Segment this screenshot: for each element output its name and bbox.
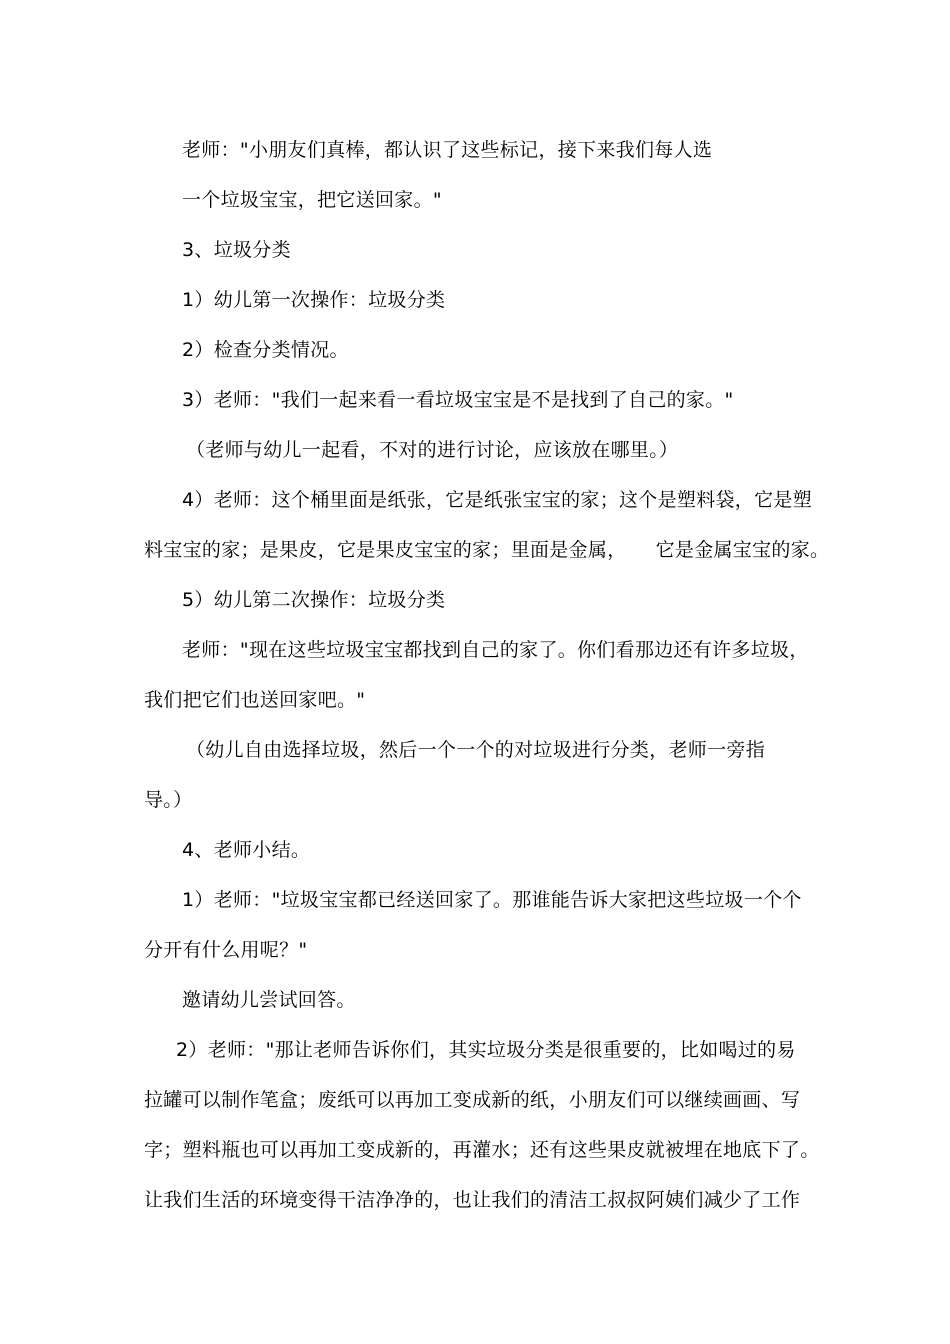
step-line: 2）检查分类情况。 [182,339,349,361]
step-line: 2）老师："那让老师告诉你们，其实垃圾分类是很重要的，比如喝过的易 [176,1039,796,1061]
step-line: 1）幼儿第一次操作：垃圾分类 [182,289,446,311]
step-line: 4）老师：这个桶里面是纸张，它是纸张宝宝的家；这个是塑料袋，它是塑 [182,489,812,511]
paragraph-line: 我们把它们也送回家吧。" [144,689,366,711]
paragraph-line: 字；塑料瓶也可以再加工变成新的，再灌水；还有这些果皮就被埋在地底下了。 [144,1139,820,1161]
dialogue-line: 老师："小朋友们真棒，都认识了这些标记，接下来我们每人选 [182,139,713,161]
dialogue-line: 老师："现在这些垃圾宝宝都找到自己的家了。你们看那边还有许多垃圾， [182,639,809,661]
paragraph-line: 拉罐可以制作笔盒；废纸可以再加工变成新的纸，小朋友们可以继续画画、写 [144,1089,801,1111]
note-line: （幼儿自由选择垃圾，然后一个一个的对垃圾进行分类，老师一旁指 [186,739,766,761]
dialogue-line: 一个垃圾宝宝，把它送回家。" [182,189,442,211]
paragraph-line: 料宝宝的家；是果皮，它是果皮宝宝的家；里面是金属， 它是金属宝宝的家。 [144,539,830,561]
note-line: （老师与幼儿一起看，不对的进行讨论，应该放在哪里。） [186,439,679,461]
step-line: 邀请幼儿尝试回答。 [182,989,356,1011]
section-heading: 4、老师小结。 [182,839,311,861]
step-line: 3）老师："我们一起来看一看垃圾宝宝是不是找到了自己的家。" [182,389,734,411]
step-line: 5）幼儿第二次操作：垃圾分类 [182,589,446,611]
paragraph-line: 让我们生活的环境变得干洁净净的，也让我们的清洁工叔叔阿姨们减少了工作 [144,1189,801,1211]
step-line: 1）老师："垃圾宝宝都已经送回家了。那谁能告诉大家把这些垃圾一个个 [182,889,802,911]
section-heading: 3、垃圾分类 [182,239,291,261]
paragraph-line: 导。） [144,789,193,811]
paragraph-line: 分开有什么用呢？" [144,939,308,961]
